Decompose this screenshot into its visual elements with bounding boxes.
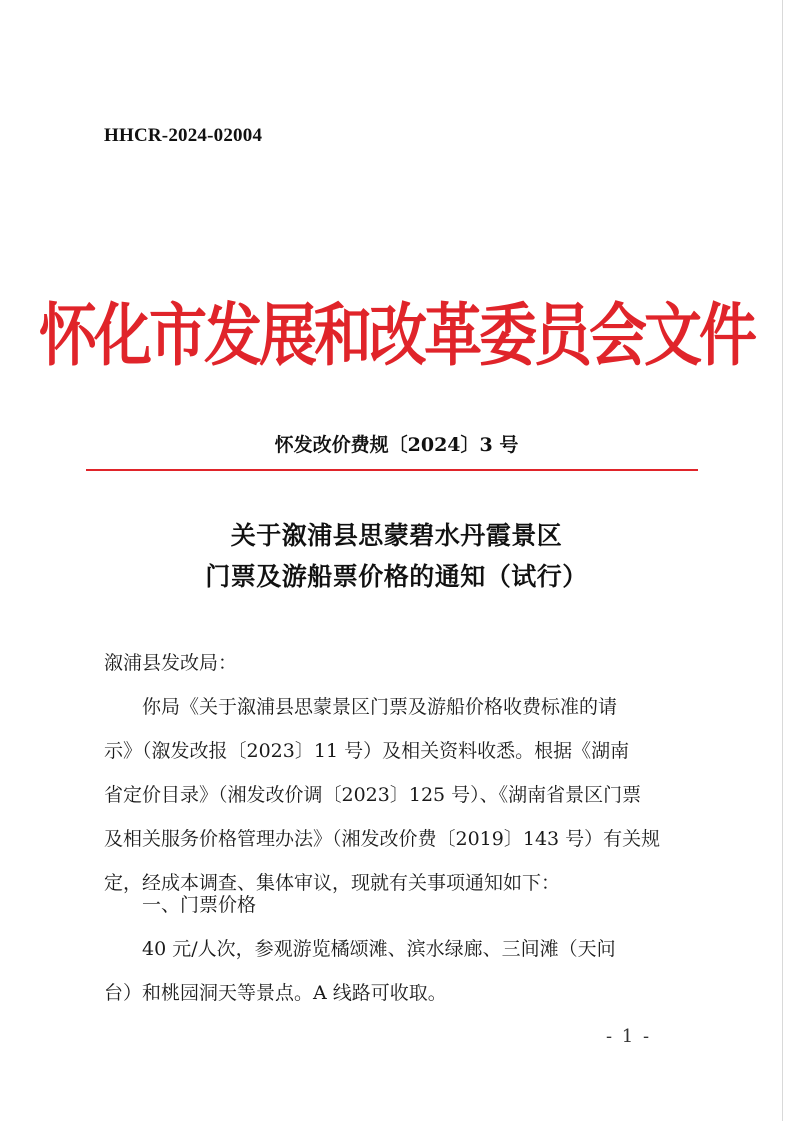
paragraph-line: 省定价目录》（湘发改价调〔2023〕125 号）、《湖南省景区门票 xyxy=(104,784,642,806)
issuer-title: 怀化市发展和改革委员会文件 xyxy=(38,295,754,376)
paragraph-line: 及相关服务价格管理办法》（湘发改价费〔2019〕143 号）有关规 xyxy=(104,828,661,850)
notice-title-line-1: 关于溆浦县思蒙碧水丹霞景区 xyxy=(230,521,563,550)
paragraph-line: 示》（溆发改报〔2023〕11 号）及相关资料收悉。根据《湖南 xyxy=(104,740,630,762)
salutation: 溆浦县发改局： xyxy=(104,652,238,674)
paragraph-line: 你局《关于溆浦县思蒙景区门票及游船价格收费标准的请 xyxy=(142,696,618,718)
notice-title-line-2: 门票及游船票价格的通知（试行） xyxy=(205,562,588,591)
document-code: HHCR-2024-02004 xyxy=(104,125,263,146)
page-number: - 1 - xyxy=(606,1026,652,1047)
section-heading-ticket-price: 一、门票价格 xyxy=(142,894,257,916)
red-divider-line xyxy=(86,469,698,471)
document-number: 怀发改价费规〔2024〕3 号 xyxy=(274,434,519,456)
paragraph-line: 定，经成本调查、集体审议，现就有关事项通知如下： xyxy=(104,872,561,894)
paragraph-line: 台）和桃园洞天等景点。A 线路可收取。 xyxy=(104,982,447,1004)
paragraph-line: 40 元/人次，参观游览橘颂滩、滨水绿廊、三间滩（天问 xyxy=(142,938,616,960)
